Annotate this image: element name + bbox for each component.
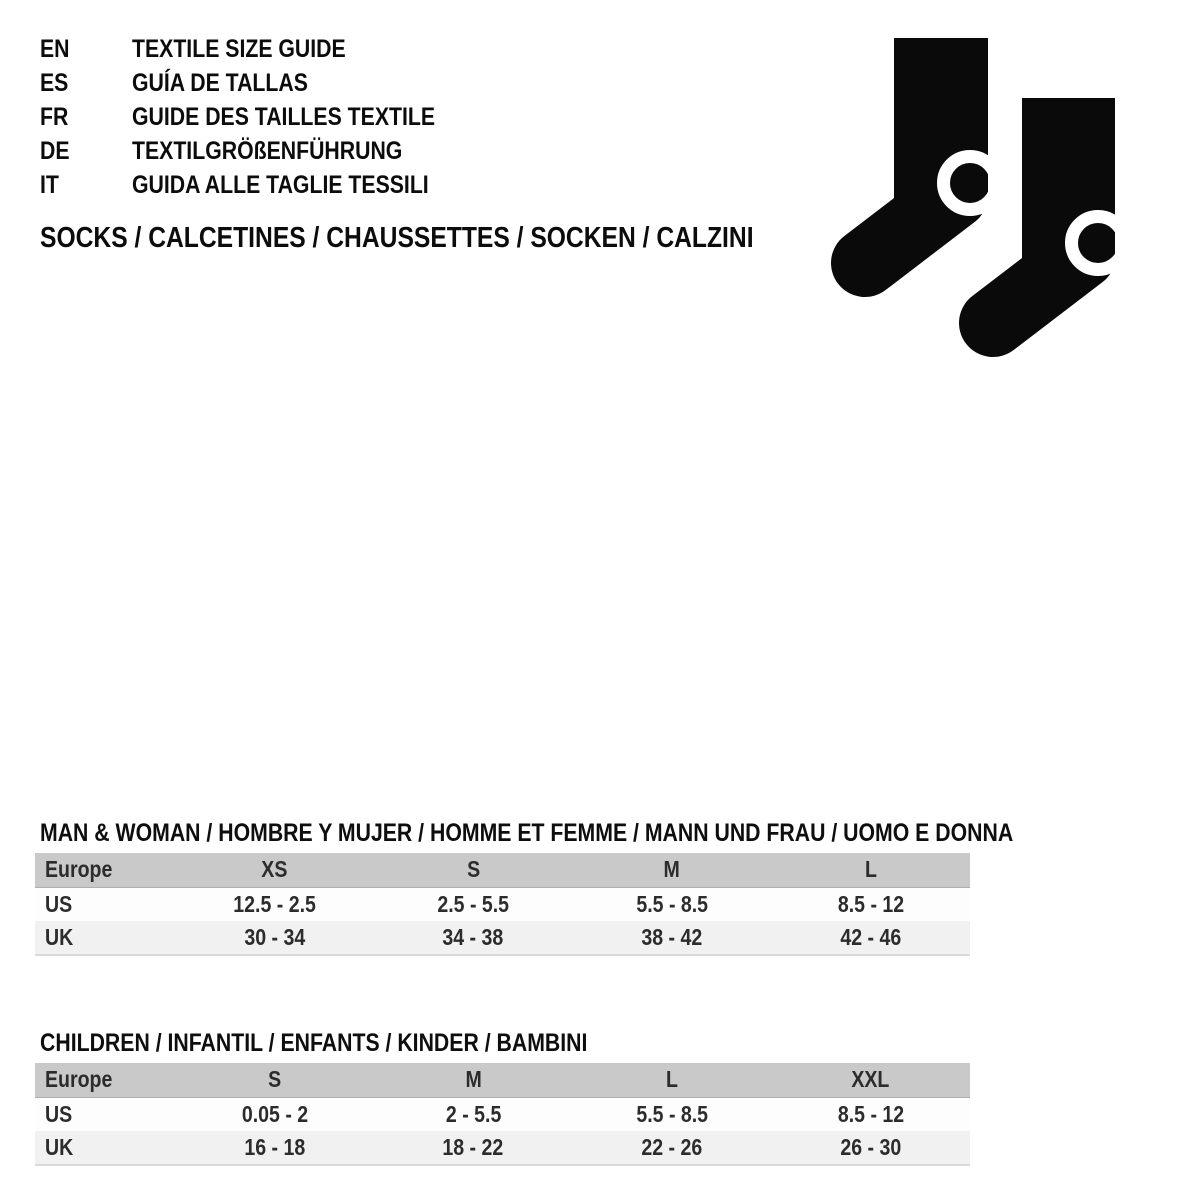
- language-row-de: [40, 134, 489, 168]
- guide-title-en: TEXTILE SIZE GUIDE: [132, 34, 346, 63]
- sock-back: [865, 38, 997, 263]
- size-value: 5.5 - 8.5: [636, 1100, 708, 1127]
- man-woman-size-grid: [35, 853, 970, 956]
- guide-title-de: TEXTILGRÖßENFÜHRUNG: [132, 136, 403, 165]
- size-value: 30 - 34: [244, 924, 306, 950]
- size-table-children: [35, 1030, 970, 1166]
- size-value: 2.5 - 5.5: [437, 890, 510, 917]
- column-header-europe: Europe: [45, 1066, 113, 1093]
- language-row-fr: [40, 100, 489, 134]
- column-header-m: M: [663, 856, 681, 883]
- table-header-row: [35, 1063, 970, 1097]
- column-header-xs: XS: [261, 856, 288, 883]
- socks-icon: [815, 25, 1115, 360]
- size-value: 34 - 38: [442, 924, 504, 950]
- table-row-us: [35, 887, 970, 921]
- sock-front: [993, 98, 1115, 323]
- size-value: 0.05 - 2: [241, 1100, 308, 1127]
- table-title-children: CHILDREN / INFANTIL / ENFANTS / KINDER / BAMBINI: [40, 1029, 588, 1057]
- language-title-list: [40, 32, 489, 202]
- column-header-europe: Europe: [45, 856, 113, 883]
- table-header-row: [35, 853, 970, 887]
- language-row-en: [40, 32, 489, 66]
- column-header-m: M: [465, 1066, 482, 1093]
- region-label: US: [45, 1100, 73, 1127]
- size-table-man-woman: [35, 819, 1014, 956]
- size-value: 5.5 - 8.5: [636, 890, 708, 917]
- product-category-line: SOCKS / CALCETINES / CHAUSSETTES / SOCKEN / CALZINI: [40, 221, 754, 254]
- language-row-it: [40, 168, 489, 202]
- region-label: UK: [45, 1134, 74, 1160]
- language-code: IT: [40, 170, 59, 199]
- guide-title-fr: GUIDE DES TAILLES TEXTILE: [132, 102, 436, 131]
- language-code: EN: [40, 34, 70, 63]
- column-header-xxl: XXL: [851, 1066, 890, 1093]
- children-size-grid: [35, 1063, 970, 1166]
- table-row-us: [35, 1097, 970, 1131]
- column-header-l: L: [864, 856, 877, 883]
- size-value: 42 - 46: [840, 924, 902, 950]
- size-value: 16 - 18: [244, 1134, 306, 1160]
- guide-title-it: GUIDA ALLE TAGLIE TESSILI: [132, 170, 429, 199]
- size-value: 8.5 - 12: [837, 890, 904, 917]
- guide-title-es: GUÍA DE TALLAS: [132, 68, 308, 97]
- language-code: FR: [40, 102, 69, 131]
- language-code: ES: [40, 68, 69, 97]
- language-row-es: [40, 66, 489, 100]
- size-value: 18 - 22: [442, 1134, 504, 1160]
- column-header-l: L: [665, 1066, 678, 1093]
- size-value: 2 - 5.5: [445, 1100, 501, 1127]
- size-value: 12.5 - 2.5: [233, 890, 316, 917]
- size-value: 26 - 30: [840, 1134, 902, 1160]
- table-row-uk: [35, 921, 970, 955]
- region-label: US: [45, 890, 73, 917]
- table-row-uk: [35, 1131, 970, 1165]
- size-value: 38 - 42: [641, 924, 703, 950]
- table-title-man-woman: MAN & WOMAN / HOMBRE Y MUJER / HOMME ET FEMME / MANN UND FRAU / UOMO E DONNA: [40, 819, 1014, 847]
- size-value: 22 - 26: [641, 1134, 703, 1160]
- region-label: UK: [45, 924, 74, 950]
- column-header-s: S: [268, 1066, 282, 1093]
- language-code: DE: [40, 136, 70, 165]
- column-header-s: S: [466, 856, 480, 883]
- size-value: 8.5 - 12: [837, 1100, 904, 1127]
